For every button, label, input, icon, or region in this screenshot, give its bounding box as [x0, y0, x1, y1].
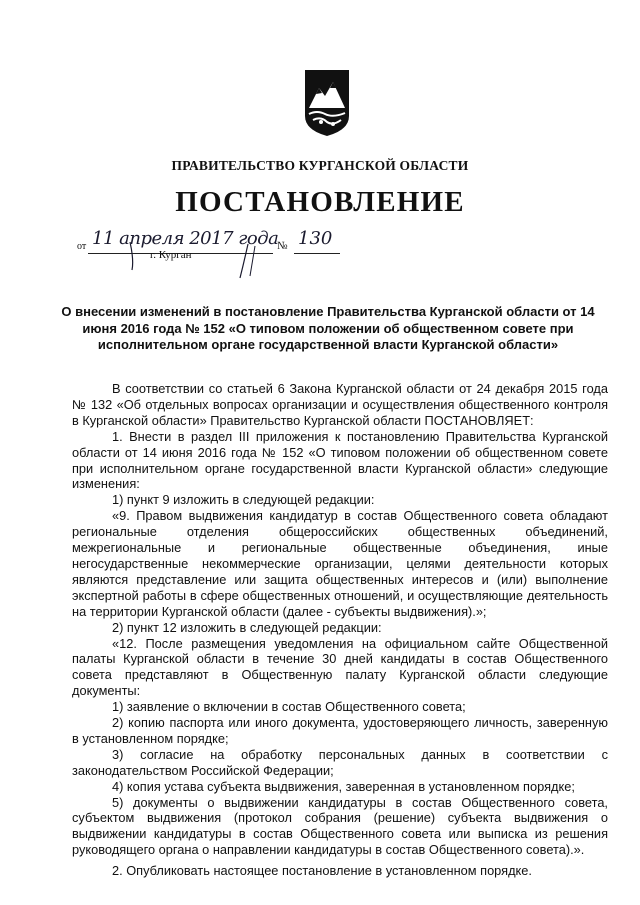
document-number: 130 [298, 228, 333, 249]
paragraph: 2. Опубликовать настоящее постановление в установленном порядке. [112, 863, 532, 879]
kurgan-coat-of-arms-icon [303, 68, 351, 138]
paragraph: «9. Правом выдвижения кандидатур в состав Общественного совета обладают региональные отделения общероссийских общественных объединений, межрегиональные и региональные общественные объединения, иные негосударственные некоммерческие организации, целями деятельности которых являются представление или защита общественных интересов и (или) выполнение экспертной работы в сфере общественных отношений, и осуществляющие деятельность на территории Курганской области (далее - субъекты выдвижения).»; [72, 508, 608, 619]
number-underline [294, 253, 340, 254]
document-body [72, 381, 608, 879]
paragraph: 5) документы о выдвижении кандидатуры в состав Общественного совета, субъектом выдвижения (протокол собрания (решение) субъекта выдвижения о выдвижении кандидатуры в состав Общественного совета или выписка из решения руководящего органа о направлении кандидатуры в состав Общественного совета).». [72, 794, 608, 858]
paragraph: 3) согласие на обработку персональных данных в соответствии с законодательством Российской Федерации; [72, 746, 608, 778]
handwriting-flourish [120, 240, 280, 280]
paragraph: «12. После размещения уведомления на официальном сайте Общественной палаты Курганской области в течение 30 дней кандидаты в состав Общественного совета представляют в Общественную палату Курганской области следующие документы: [72, 635, 608, 699]
document-type: ПОСТАНОВЛЕНИЕ [175, 186, 465, 218]
paragraph: 4) копия устава субъекта выдвижения, заверенная в установленном порядке; [112, 778, 575, 794]
paragraph: 2) пункт 12 изложить в следующей редакции: [112, 619, 382, 635]
document-title: О внесении изменений в постановление Правительства Курганской области от 14 июня 2016 года № 152 «О типовом положении об общественном совете при исполнительном органе государственной власти Курганской области» [61, 304, 595, 352]
number-label: № [277, 240, 288, 252]
paragraph: 1) заявление о включении в состав Общественного совета; [112, 699, 466, 715]
government-name: ПРАВИТЕЛЬСТВО КУРГАНСКОЙ ОБЛАСТИ [171, 158, 469, 173]
paragraph: 1) пункт 9 изложить в следующей редакции: [112, 492, 375, 508]
document-meta [0, 228, 640, 278]
document-date: 11 апреля 2017 года [92, 228, 279, 249]
paragraph: В соответствии со статьей 6 Закона Курганской области от 24 декабря 2015 года № 132 «Об отдельных вопросах организации и осуществления общественного контроля в Курганской области» Правительство Курганской области ПОСТАНОВЛЯЕТ: [72, 381, 608, 428]
document-city: г. Курган [150, 249, 192, 261]
date-prefix: от [77, 241, 87, 252]
paragraph: 2) копию паспорта или иного документа, удостоверяющего личность, заверенную в установленном порядке; [72, 715, 608, 746]
paragraph: 1. Внести в раздел III приложения к постановлению Правительства Курганской области от 14 июня 2016 года № 152 «О типовом положении об общественном совете при исполнительном органе государственной власти Курганской области» следующие изменения: [72, 428, 608, 492]
